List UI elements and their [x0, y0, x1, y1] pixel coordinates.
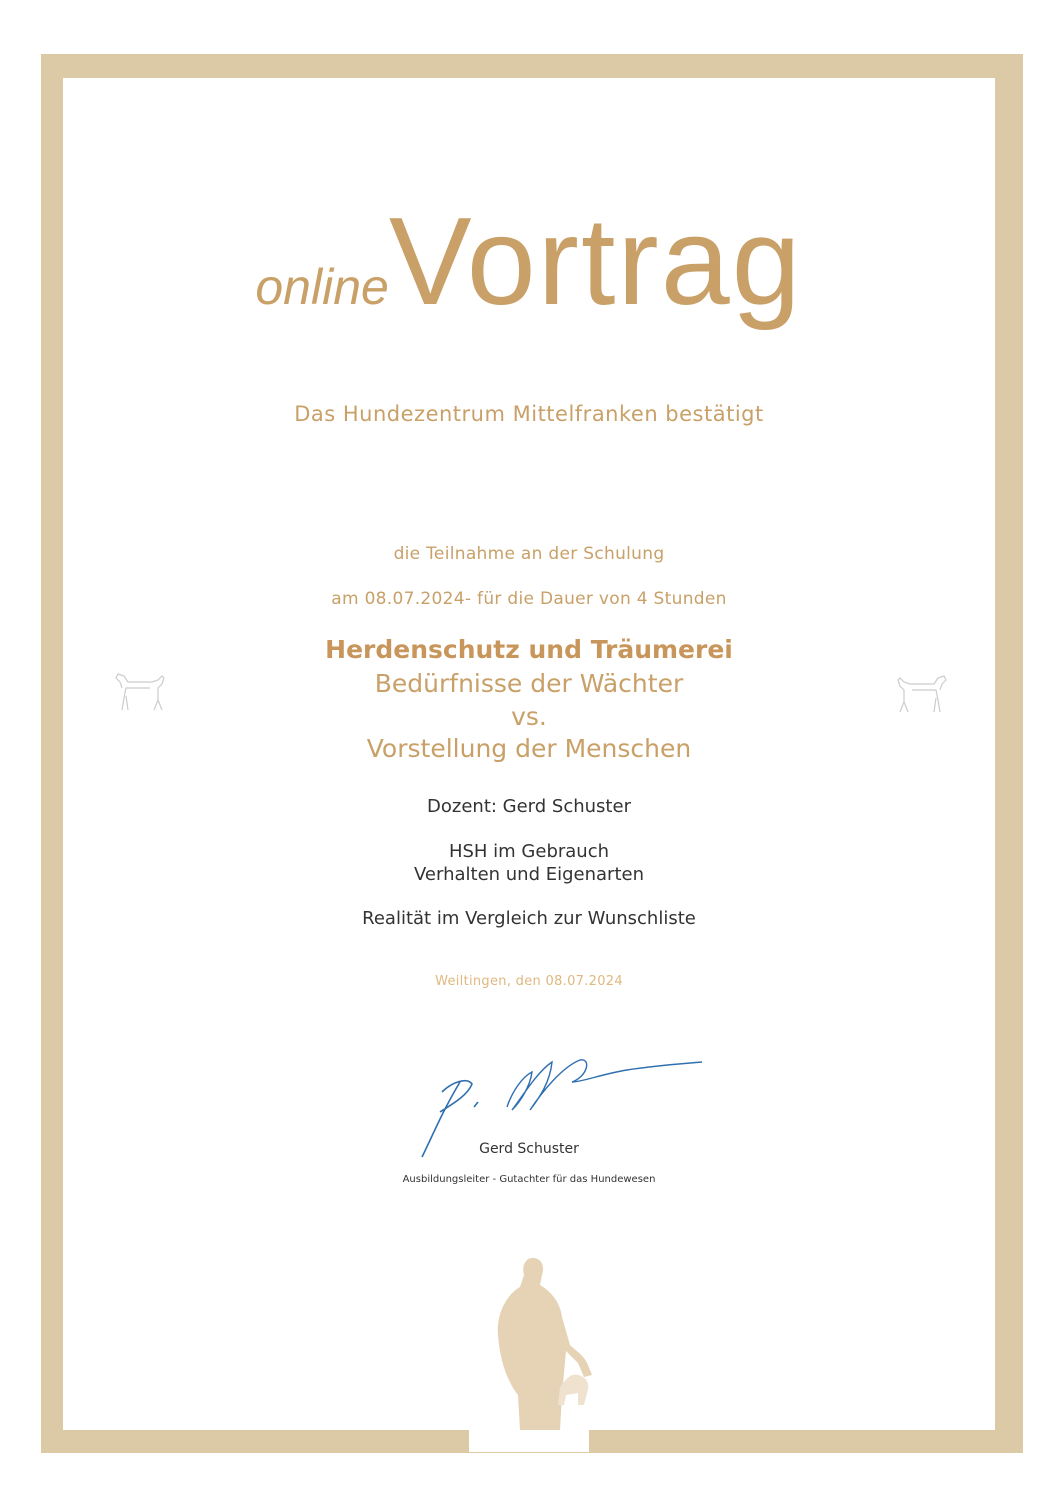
- title-prefix: online: [255, 259, 389, 315]
- topic-line-3: Realität im Vergleich zur Wunschliste: [362, 908, 696, 929]
- course-line-2: vs.: [511, 702, 547, 731]
- topic-line-2: Verhalten und Eigenarten: [414, 864, 644, 885]
- person-dog-silhouette: [480, 1255, 610, 1430]
- dog-outline-icon: [894, 670, 950, 714]
- date-duration-text: am 08.07.2024- für die Dauer von 4 Stunden: [331, 589, 727, 609]
- course-title: Herdenschutz und Träumerei: [325, 635, 733, 664]
- course-line-1: Bedürfnisse der Wächter: [374, 669, 684, 698]
- confirmation-text: Das Hundezentrum Mittelfranken bestätigt: [294, 402, 764, 426]
- certificate-title: [0, 193, 1058, 331]
- dog-outline-icon: [112, 668, 168, 712]
- title-main: Vortrag: [388, 193, 803, 331]
- signatory-name: Gerd Schuster: [479, 1141, 579, 1157]
- course-line-3: Vorstellung der Menschen: [366, 734, 692, 763]
- lecturer-text: Dozent: Gerd Schuster: [427, 796, 631, 817]
- topic-line-1: HSH im Gebrauch: [448, 841, 610, 862]
- signatory-role: Ausbildungsleiter - Gutachter für das Hundewesen: [402, 1174, 656, 1185]
- place-date-text: Weiltingen, den 08.07.2024: [435, 974, 623, 989]
- participation-text: die Teilnahme an der Schulung: [393, 544, 665, 564]
